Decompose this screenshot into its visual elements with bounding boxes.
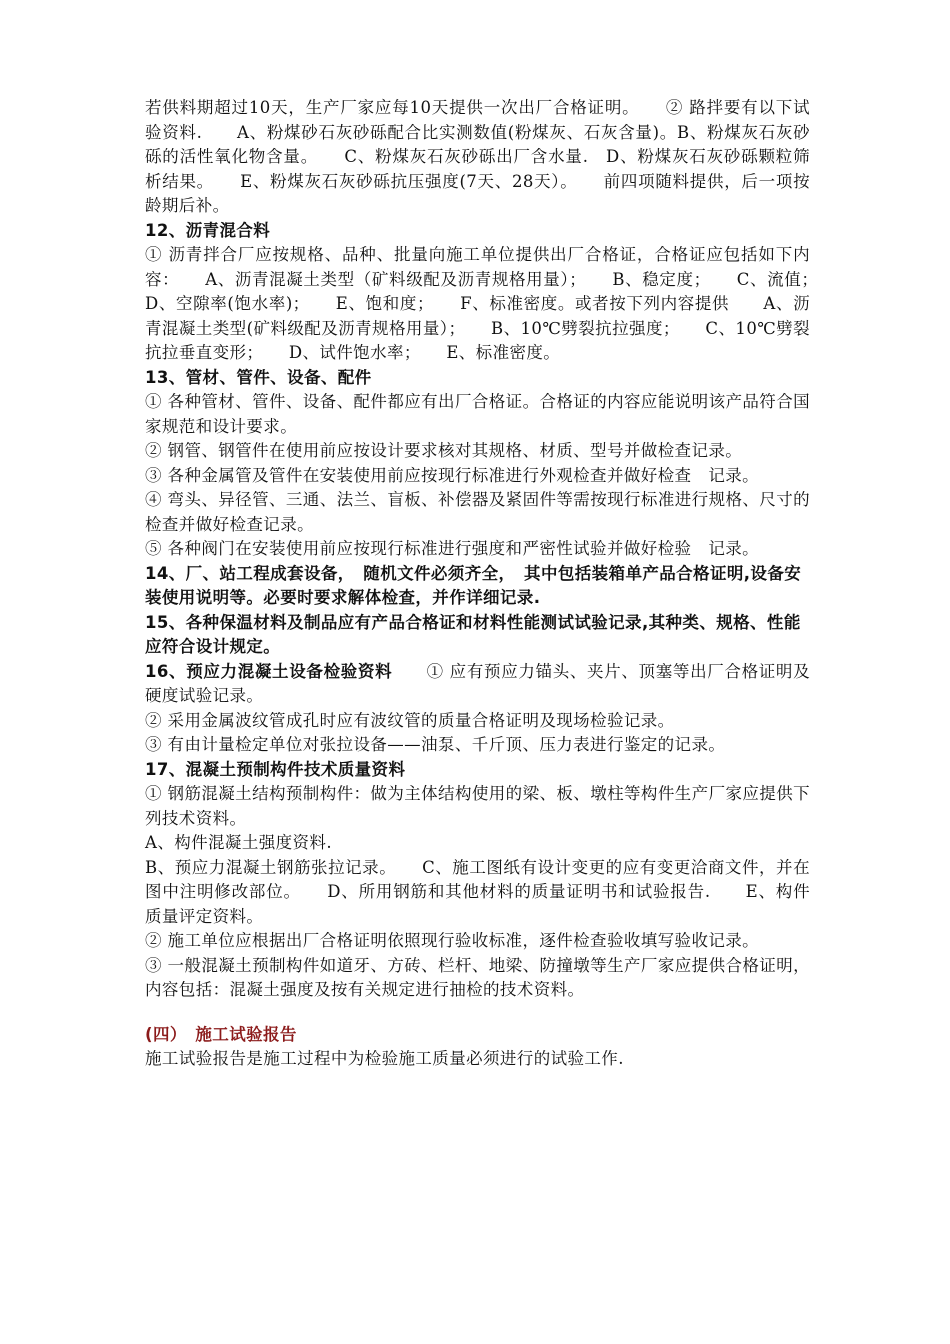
paragraph-16-2: ② 采用金属波纹管成孔时应有波纹管的质量合格证明及现场检验记录。 (145, 710, 675, 730)
section-4-heading: (四） 施工试验报告 (145, 1024, 297, 1044)
document-page (145, 96, 844, 1072)
heading-16-prestress: 16、预应力混凝土设备检验资料 (145, 661, 393, 681)
paragraph-16-3: ③ 有由计量检定单位对张拉设备——油泵、千斤顶、压力表进行鉴定的记录。 (145, 735, 726, 754)
paragraph-supply-period: 若供料期超过10天，生产厂家应每10天提供一次出厂合格证明。 ② 路拌要有以下试验资料. A、粉煤砂石灰砂砾配合比实测数值(粉煤灰、石灰含量)。B、粉煤灰石灰砂砾的活性氧化物含量。 C、粉煤灰石灰砂砾出厂含水量. D、粉煤灰石灰砂砾颗粒筛析结果。 E、粉煤灰石灰砂砾抗压强度(7天、28天）。 前四项随料提供，后一项按龄期后补。 (145, 98, 810, 215)
heading-13-pipes: 13、管材、管件、设备、配件 (145, 367, 372, 387)
paragraph-section-4: 施工试验报告是施工过程中为检验施工质量必须进行的试验工作. (145, 1049, 624, 1068)
paragraph-12-asphalt: ① 沥青拌合厂应按规格、品种、批量向施工单位提供出厂合格证，合格证应包括如下内容： A、沥青混凝土类型（矿料级配及沥青规格用量）； B、稳定度； C、流值； D、空隙率(饱水率)； E、饱和度； F、标准密度。或者按下列内容提供 A、沥青混凝土类型(矿料级配及沥青规格用量）； B、10℃劈裂抗拉强度； C、10℃劈裂抗拉垂直变形； D、试件饱水率； E、标准密度。 (145, 245, 844, 362)
paragraph-17-a: A、构件混凝土强度资料. (145, 833, 332, 852)
paragraph-17-1: ① 钢筋混凝土结构预制构件：做为主体结构使用的梁、板、墩柱等构件生产厂家应提供下列技术资料。 (145, 784, 810, 828)
paragraph-17-2: ② 施工单位应根据出厂合格证明依照现行验收标准，逐件检查验收填写验收记录。 (145, 931, 760, 950)
paragraph-13-5: ⑤ 各种阀门在安装使用前应按现行标准进行强度和严密性试验并做好检验 记录。 (145, 539, 760, 558)
paragraph-13-1: ① 各种管材、管件、设备、配件都应有出厂合格证。合格证的内容应能说明该产品符合国家规范和设计要求。 (145, 392, 810, 436)
heading-12-asphalt-mixture: 12、沥青混合料 (145, 220, 271, 240)
paragraph-16 (145, 660, 810, 709)
heading-15-insulation: 15、各种保温材料及制品应有产品合格证和材料性能测试试验记录,其种类、规格、性能应符合设计规定。 (145, 612, 801, 656)
paragraph-13-4: ④ 弯头、异径管、三通、法兰、盲板、补偿器及紧固件等需按现行标准进行规格、尺寸的检查并做好检查记录。 (145, 490, 810, 534)
paragraph-17-3: ③ 一般混凝土预制构件如道牙、方砖、栏杆、地梁、防撞墩等生产厂家应提供合格证明，内容包括：混凝土强度及按有关规定进行抽检的技术资料。 (145, 955, 810, 999)
heading-14-equipment: 14、厂、站工程成套设备， 随机文件必须齐全， 其中包括装箱单产品合格证明,设备安装使用说明等。必要时要求解体检查，并作详细记录. (145, 563, 802, 607)
paragraph-17-b: B、预应力混凝土钢筋张拉记录。 C、施工图纸有设计变更的应有变更洽商文件，并在图中注明修改部位。 D、所用钢筋和其他材料的质量证明书和试验报告. E、构件质量评定资料。 (145, 857, 810, 926)
heading-17-precast: 17、混凝土预制构件技术质量资料 (145, 759, 406, 779)
paragraph-13-2: ② 钢管、钢管件在使用前应按设计要求核对其规格、材质、型号并做检查记录。 (145, 441, 743, 460)
paragraph-16-1: ① 应有预应力锚头、夹片、顶塞等出厂合格证明及硬度试验记录。 (145, 661, 810, 705)
paragraph-13-3: ③ 各种金属管及管件在安装使用前应按现行标准进行外观检查并做好检查 记录。 (145, 465, 760, 485)
